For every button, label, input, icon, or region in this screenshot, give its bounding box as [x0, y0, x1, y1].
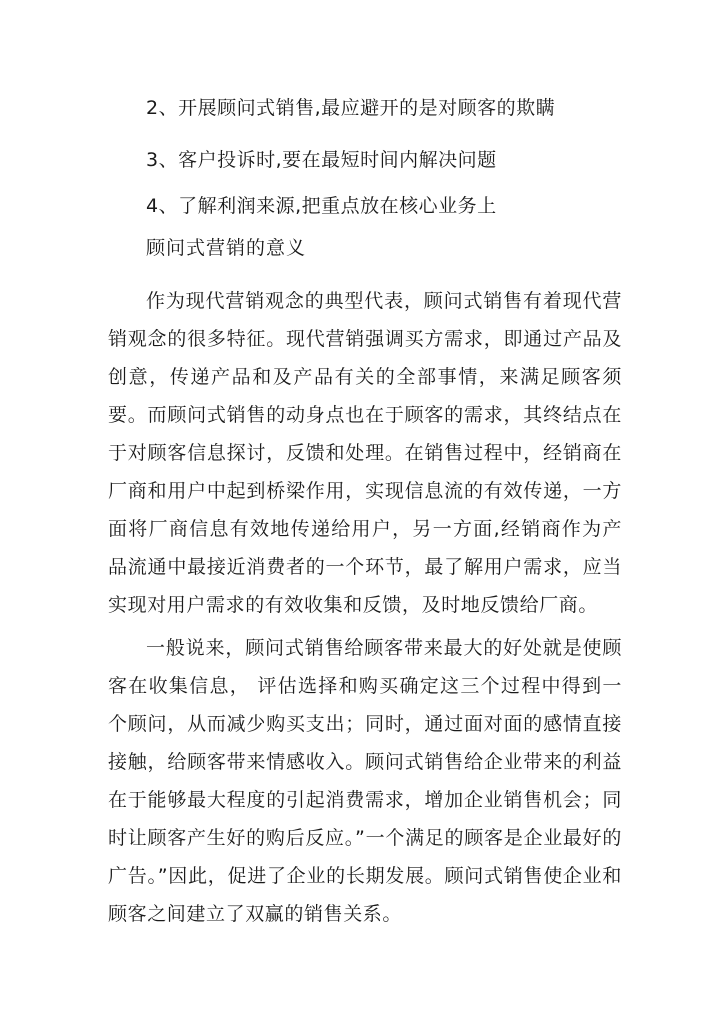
list-item: 3、客户投诉时,要在最短时间内解决问题: [146, 149, 497, 171]
section-heading: 顾问式营销的意义: [146, 237, 307, 259]
body-paragraph: 作为现代营销观念的典型代表，顾问式销售有着现代营销观念的很多特征。现代营销强调买方需求，即通过产品及创意，传递产品和及产品有关的全部事情，来满足顾客须要。而顾问式销售的动身点也在于顾客的需求，其终结点在于对顾客信息探讨，反馈和处理。在销售过程中，经销商在厂商和用户中起到桥梁作用，实现信息流的有效传递，一方面将厂商信息有效地传递给用户，另一方面,经销商作为产品流通中最接近消费者的一个环节，最了解用户需求，应当实现对用户需求的有效收集和反馈，及时地反馈给厂商。: [108, 290, 622, 616]
body-paragraph: 一般说来，顾问式销售给顾客带来最大的好处就是使顾客在收集信息， 评估选择和购买确定这三个过程中得到一个顾问，从而减少购买支出；同时，通过面对面的感情直接接触，给顾客带来情感收入。顾问式销售给企业带来的利益在于能够最大程度的引起消费需求，增加企业销售机会；同时让顾客产生好的购后反应。”一个满足的顾客是企业最好的广告。”因此，促进了企业的长期发展。顾问式销售使企业和顾客之间建立了双赢的销售关系。: [108, 637, 622, 925]
list-item: 4、了解利润来源,把重点放在核心业务上: [146, 195, 497, 217]
list-item: 2、开展顾问式销售,最应避开的是对顾客的欺瞒: [146, 97, 556, 119]
